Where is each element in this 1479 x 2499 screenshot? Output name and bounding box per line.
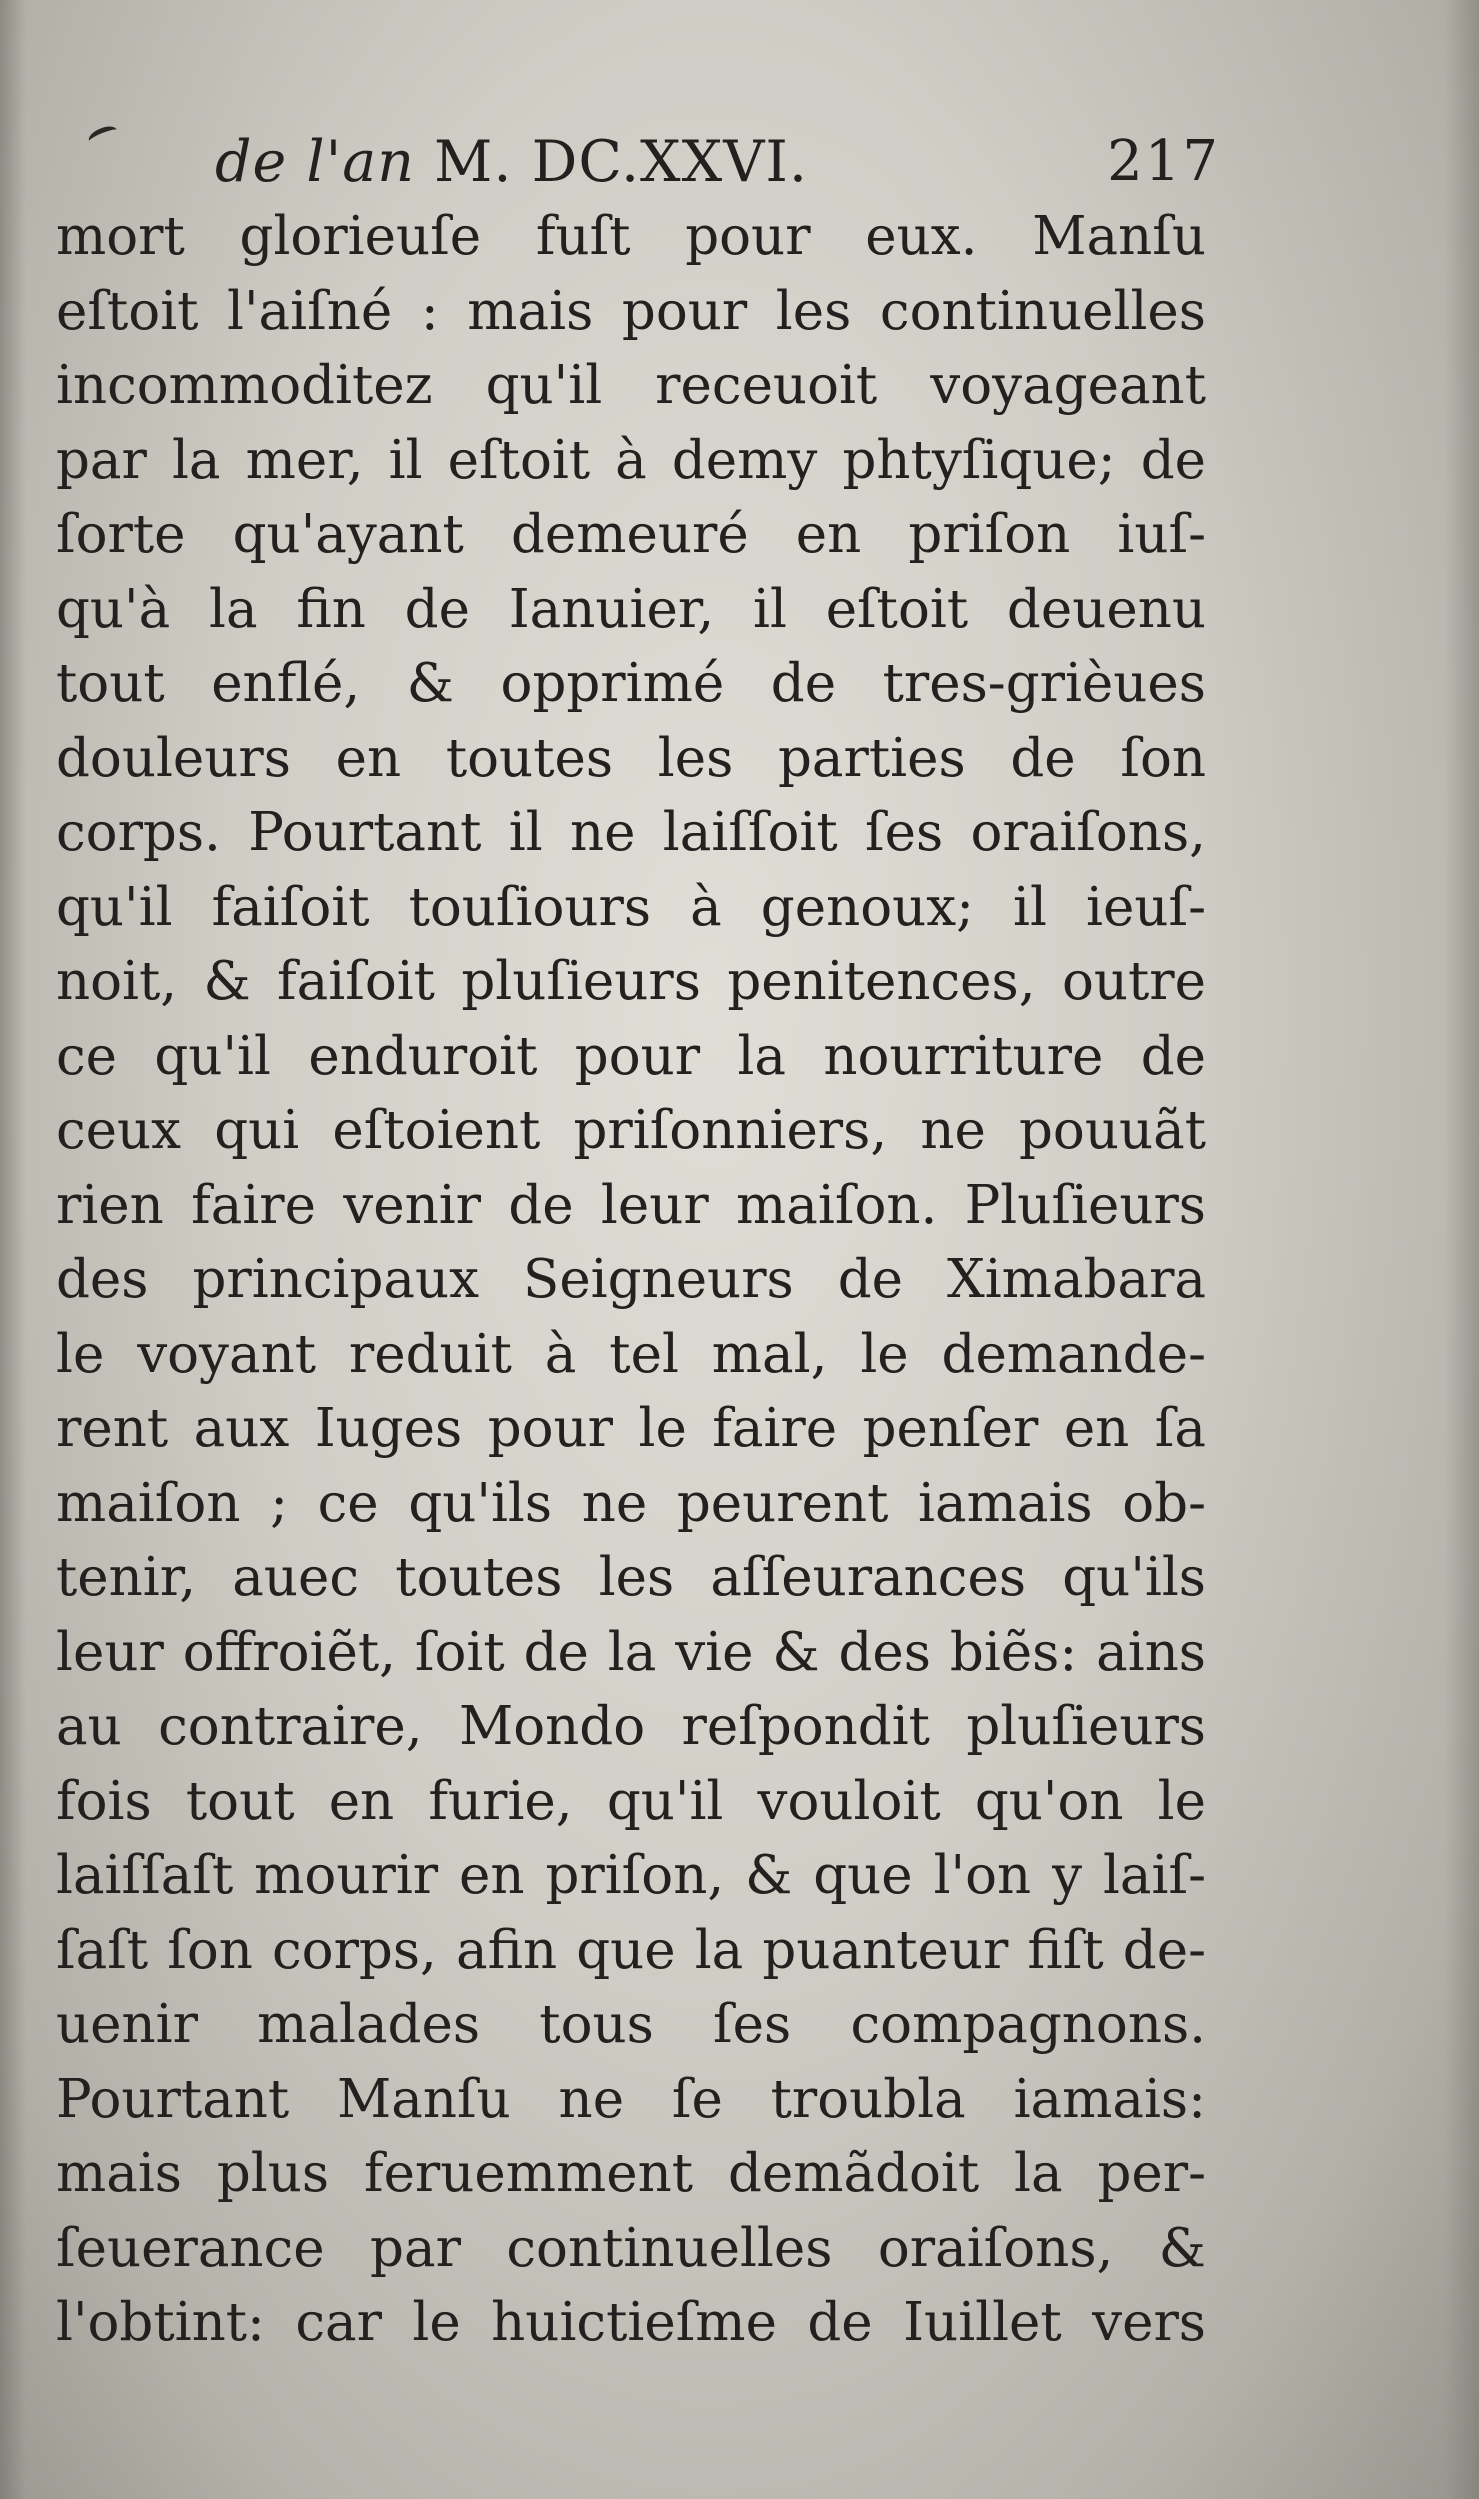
text-line: douleurs en toutes les parties de ſon — [56, 727, 1206, 789]
text-line: l'obtint: car le huictieſme de Iuillet vers — [56, 2292, 1206, 2353]
running-head — [215, 122, 808, 202]
text-line: Pourtant Manſu ne ſe troubla iamais: — [56, 2068, 1206, 2130]
page-edge-shadow — [1445, 0, 1479, 2499]
page-number: 217 — [1107, 129, 1220, 194]
ink-mark — [86, 123, 119, 148]
text-line: ceux qui eſtoient priſonniers, ne pouuãt — [56, 1100, 1206, 1161]
text-line: eſtoit l'aiſné : mais pour les continuelles — [56, 280, 1206, 342]
page-gutter-shadow — [0, 0, 26, 2499]
text-line: par la mer, il eſtoit à demy phtyſique; de — [56, 429, 1206, 491]
text-line: laiſſaſt mourir en priſon, & que l'on y laiſ- — [56, 1845, 1206, 1906]
text-line: fois tout en furie, qu'il vouloit qu'on le — [56, 1770, 1206, 1832]
text-line: tout enflé, & opprimé de tres-grièues — [56, 653, 1206, 714]
text-line: ſaſt ſon corps, afin que la puanteur fiſt de- — [56, 1919, 1206, 1981]
text-line: noit, & faiſoit pluſieurs penitences, outre — [56, 951, 1206, 1012]
text-line: tenir, auec toutes les aſſeurances qu'ils — [56, 1547, 1206, 1608]
text-line: mort glorieuſe fuſt pour eux. Manſu — [56, 206, 1206, 267]
text-line: maiſon ; ce qu'ils ne peurent iamais ob- — [56, 1472, 1206, 1534]
page-header — [215, 122, 1220, 202]
text-line: ſeuerance par continuelles oraiſons, & — [56, 2217, 1206, 2279]
text-line: qu'à la fin de Ianuier, il eſtoit deuenu — [56, 578, 1206, 640]
text-line: qu'il faiſoit touſiours à genoux; il ieuſ- — [56, 876, 1206, 938]
text-line: incommoditez qu'il receuoit voyageant — [56, 355, 1206, 416]
text-line: uenir malades tous ſes compagnons. — [56, 1994, 1206, 2055]
text-line: le voyant reduit à tel mal, le demande- — [56, 1323, 1206, 1385]
text-line: au contraire, Mondo reſpondit pluſieurs — [56, 1696, 1206, 1757]
text-line: leur offroiẽt, ſoit de la vie & des biẽs: ains — [56, 1621, 1206, 1683]
text-line: corps. Pourtant il ne laiſſoit ſes oraiſons, — [56, 802, 1206, 863]
running-head-italic: de l'an — [215, 129, 415, 195]
running-head-year: M. DC.XXVI. — [414, 129, 809, 195]
text-line: rien faire venir de leur maiſon. Pluſieurs — [56, 1174, 1206, 1236]
text-line: mais plus feruemment demãdoit la per- — [56, 2143, 1206, 2204]
text-line: rent aux Iuges pour le faire penſer en ſa — [56, 1398, 1206, 1459]
body-text — [56, 200, 1206, 2361]
text-line: ce qu'il enduroit pour la nourriture de — [56, 1025, 1206, 1087]
text-line: des principaux Seigneurs de Ximabara — [56, 1249, 1206, 1310]
text-line: ſorte qu'ayant demeuré en priſon iuſ- — [56, 504, 1206, 565]
